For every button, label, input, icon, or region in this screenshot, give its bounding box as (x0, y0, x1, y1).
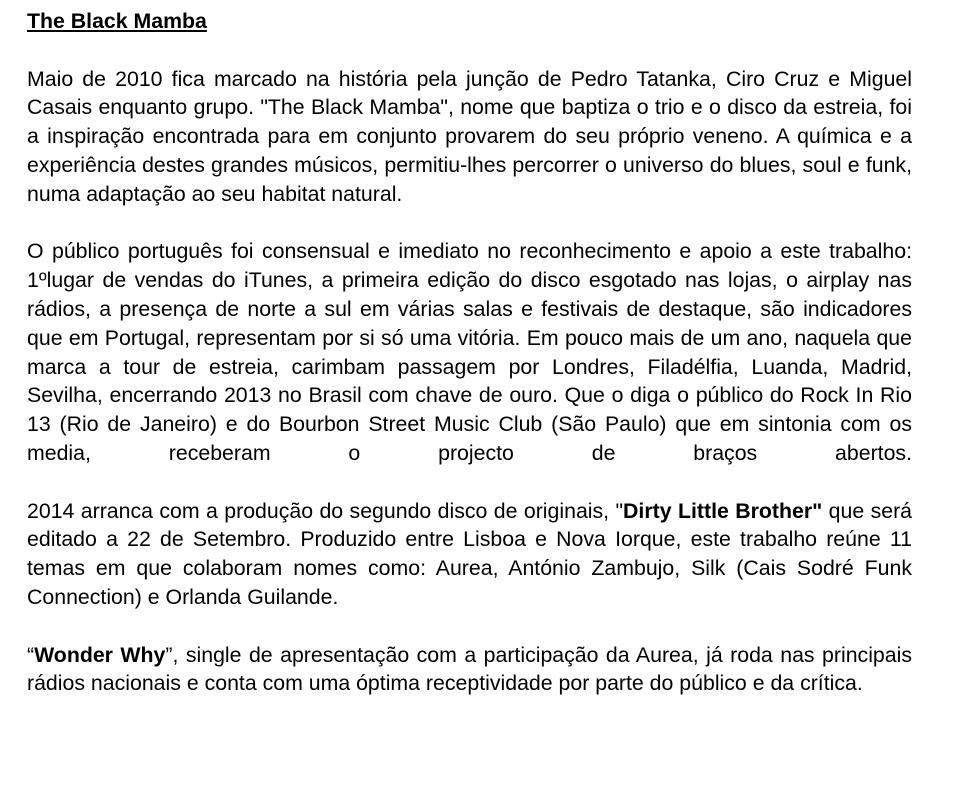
paragraph-single-open-quote: “ (27, 642, 35, 667)
paragraph-second-album-text-start: 2014 arranca com a produção do segundo disco de originais, " (27, 498, 624, 523)
document-body (27, 7, 912, 698)
document-title: The Black Mamba (27, 9, 207, 33)
paragraph-single (27, 641, 912, 699)
paragraph-second-album (27, 497, 912, 612)
paragraph-formation: Maio de 2010 fica marcado na história pela junção de Pedro Tatanka, Ciro Cruz e Miguel Casais enquanto grupo. "The Black Mamba", nome que baptiza o trio e o disco da estreia, foi a inspiração encontrada para em conjunto provarem do seu próprio veneno. A química e a experiência destes grandes músicos, permitiu-lhes percorrer o universo do blues, soul e funk, numa adaptação ao seu habitat natural. (27, 66, 912, 206)
paragraph-reception: O público português foi consensual e imediato no reconhecimento e apoio a este trabalho: 1ºlugar de vendas do iTunes, a primeira edição do disco esgotado nas lojas, o airplay nas rádios, a presença de norte a sul em várias salas e festivais de destaque, são indicadores que em Portugal, representam por si só uma vitória. Em pouco mais de um ano, naquela que marca a tour de estreia, carimbam passagem por Londres, Filadélfia, Luanda, Madrid, Sevilha, encerrando 2013 no Brasil com chave de ouro. Que o diga o público do Rock In Rio 13 (Rio de Janeiro) e do Bourbon Street Music Club (São Paulo) que em sintonia com os media, receberam o projecto de braços abertos. (27, 239, 912, 465)
paragraph-single-text: ”, single de apresentação com a participação da Aurea, já roda nas principais rádios nacionais e conta com uma óptima receptividade por parte do público e da crítica. (27, 642, 913, 696)
paragraph-second-album-text-end: que será editado a 22 de Setembro. Produzido entre Lisboa e Nova Iorque, este trabalho reúne 11 temas em que colaboram nomes como: Aurea, António Zambujo, Silk (Cais Sodré Funk Connection) e Orlanda Guilande. (27, 498, 913, 609)
single-title-wonder-why: Wonder Why (34, 642, 166, 667)
album-title-dirty-little-brother: Dirty Little Brother" (623, 498, 823, 523)
